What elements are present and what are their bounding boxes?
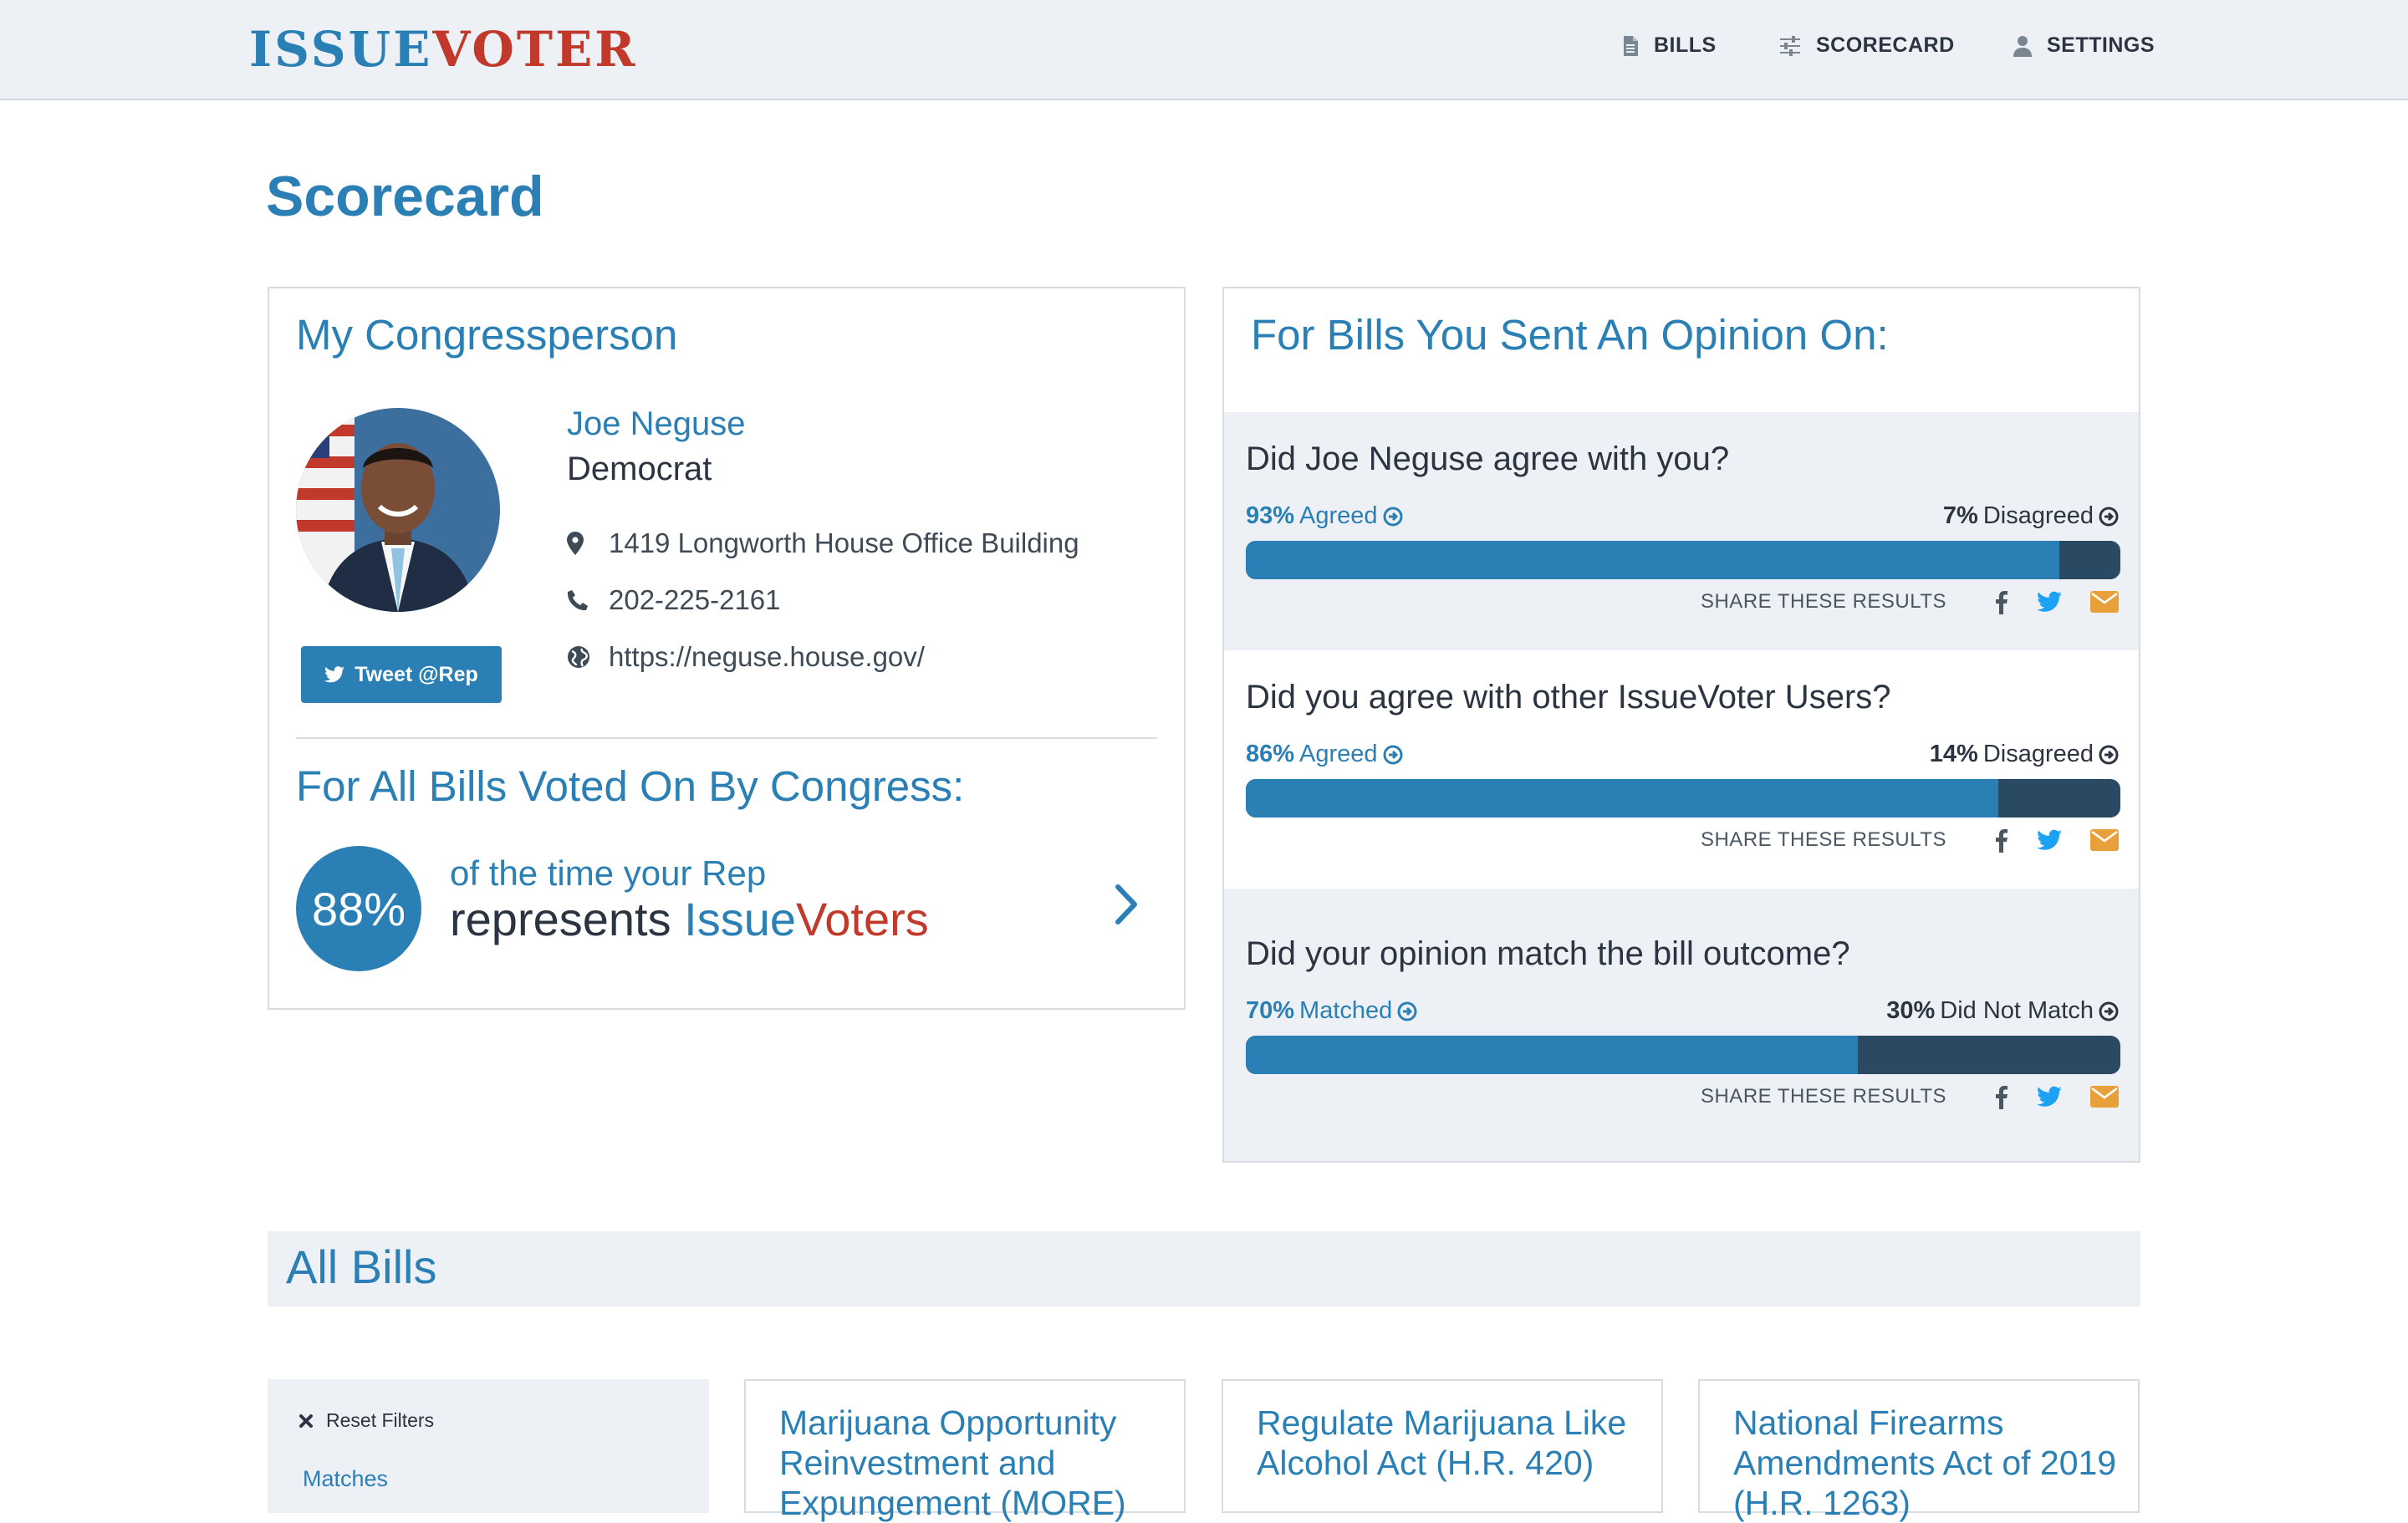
all-bills-heading: All Bills (286, 1240, 437, 1293)
bill-card[interactable] (1222, 1379, 1663, 1513)
share-label: SHARE THESE RESULTS (1700, 1085, 1946, 1108)
result-section-outcome-match (1224, 907, 2139, 1145)
bill-title[interactable]: Regulate Marijuana Like Alcohol Act (H.R. 420) (1257, 1403, 1627, 1482)
opinion-results-panel (1222, 287, 2140, 1163)
bill-card[interactable] (1698, 1379, 2140, 1522)
result-question: Did Joe Neguse agree with you? (1246, 441, 1730, 477)
twitter-icon[interactable] (2037, 829, 2062, 851)
representation-percent-badge: 88% (296, 846, 421, 971)
phone-icon (567, 589, 589, 611)
facebook-icon[interactable] (1993, 589, 2008, 614)
share-row (1701, 589, 2119, 614)
rep-address: 1419 Longworth House Office Building (609, 527, 1079, 558)
rep-party: Democrat (567, 451, 712, 487)
agreed-stat[interactable] (1246, 502, 1403, 530)
facebook-icon[interactable] (1993, 1084, 2008, 1109)
voters-text: Voters (796, 893, 929, 945)
opinion-header (1224, 288, 2139, 412)
globe-icon (567, 645, 590, 669)
congressperson-panel (268, 287, 1186, 1010)
nav-scorecard-label: SCORECARD (1816, 33, 1955, 57)
not-matched-label: Did Not Match (1940, 997, 2094, 1024)
outcome-progress-bar (1246, 1036, 2120, 1074)
disagreed-label: Disagreed (1982, 741, 2094, 767)
result-question: Did you agree with other IssueVoter Users? (1246, 679, 1891, 716)
issuevoter-logo[interactable] (249, 22, 638, 77)
disagreed-label: Disagreed (1982, 502, 2094, 529)
divider (296, 737, 1157, 739)
reset-filters-label: Reset Filters (326, 1409, 435, 1431)
share-label: SHARE THESE RESULTS (1700, 590, 1946, 613)
outcome-progress-fill (1246, 1036, 1858, 1074)
agreed-label: Agreed (1299, 741, 1378, 767)
top-navigation-bar (0, 0, 2408, 100)
arrow-circle-right-icon (2099, 745, 2119, 765)
agreed-percent: 93% (1246, 502, 1295, 529)
bill-title[interactable]: National Firearms Amendments Act of 2019 (H.R. 1263) (1733, 1403, 2117, 1522)
nav-settings-label: SETTINGS (2047, 33, 2155, 57)
envelope-icon[interactable] (2090, 829, 2119, 851)
twitter-icon[interactable] (2037, 1086, 2062, 1108)
tweet-rep-label: Tweet @Rep (355, 662, 478, 686)
reset-filters-button[interactable] (299, 1409, 434, 1432)
share-label: SHARE THESE RESULTS (1700, 828, 1946, 851)
arrow-circle-right-icon (2099, 1001, 2119, 1021)
rep-website[interactable]: https://neguse.house.gov/ (609, 641, 925, 672)
sliders-icon (1779, 36, 1801, 56)
matched-label: Matched (1299, 997, 1393, 1024)
user-icon (2013, 35, 2032, 57)
all-bills-header (268, 1231, 2140, 1307)
logo-issue-text: ISSUE (249, 21, 433, 78)
arrow-circle-right-icon (2099, 507, 2119, 527)
filters-sidebar (268, 1379, 709, 1513)
chevron-right-icon[interactable] (1114, 884, 1139, 925)
agreement-progress-fill (1246, 541, 2059, 579)
matched-stat[interactable] (1246, 997, 1417, 1025)
rep-name[interactable]: Joe Neguse (567, 405, 746, 442)
arrow-circle-right-icon (1383, 507, 1403, 527)
disagreed-percent: 14% (1929, 741, 1978, 767)
share-row (1701, 828, 2119, 853)
nav-bills-label: BILLS (1654, 33, 1717, 57)
agreed-percent: 86% (1246, 741, 1295, 767)
tweet-rep-button[interactable] (301, 646, 502, 703)
result-section-user-agreement (1224, 650, 2139, 889)
rep-address-row (567, 527, 1079, 559)
twitter-icon (324, 666, 344, 683)
arrow-circle-right-icon (1383, 745, 1403, 765)
nav-scorecard-link[interactable] (1779, 33, 1955, 58)
envelope-icon[interactable] (2090, 591, 2119, 613)
result-section-rep-agreement (1224, 412, 2139, 650)
agreement-progress-bar (1246, 779, 2120, 818)
arrow-circle-right-icon (1397, 1001, 1417, 1021)
nav-bills-link[interactable] (1622, 33, 1717, 58)
disagreed-stat[interactable] (1930, 741, 2119, 768)
represents-text: represents (450, 893, 685, 945)
rep-avatar (296, 408, 500, 612)
nav-settings-link[interactable] (2013, 33, 2155, 58)
not-matched-stat[interactable] (1886, 997, 2119, 1025)
issue-text: Issue (684, 893, 796, 945)
map-marker-icon (567, 532, 584, 555)
representation-statement (450, 892, 929, 946)
rep-phone[interactable]: 202-225-2161 (609, 584, 781, 615)
agreed-label: Agreed (1299, 502, 1378, 529)
facebook-icon[interactable] (1993, 828, 2008, 853)
agreed-stat[interactable] (1246, 741, 1403, 768)
filter-matches[interactable]: Matches (303, 1466, 389, 1491)
twitter-icon[interactable] (2037, 591, 2062, 613)
bill-card[interactable] (744, 1379, 1186, 1522)
congressperson-heading: My Congressperson (296, 311, 678, 359)
representation-caption: of the time your Rep (450, 853, 767, 893)
result-question: Did your opinion match the bill outcome? (1246, 935, 1850, 972)
bill-title[interactable]: Marijuana Opportunity Reinvestment and Expungement (MORE) (779, 1403, 1126, 1522)
share-row (1701, 1084, 2119, 1109)
agreement-progress-fill (1246, 779, 1998, 818)
page-title: Scorecard (266, 165, 544, 228)
matched-percent: 70% (1246, 997, 1295, 1024)
rep-website-row (567, 641, 925, 673)
document-icon (1622, 35, 1639, 57)
all-bills-congress-heading: For All Bills Voted On By Congress: (296, 762, 965, 810)
agreement-progress-bar (1246, 541, 2120, 579)
close-icon (299, 1414, 313, 1428)
not-matched-percent: 30% (1886, 997, 1936, 1024)
disagreed-stat[interactable] (1943, 502, 2119, 530)
disagreed-percent: 7% (1942, 502, 1978, 529)
rep-phone-row (567, 584, 781, 616)
envelope-icon[interactable] (2090, 1086, 2119, 1108)
logo-voter-text: VOTER (432, 21, 638, 78)
opinion-heading: For Bills You Sent An Opinion On: (1251, 311, 1889, 359)
